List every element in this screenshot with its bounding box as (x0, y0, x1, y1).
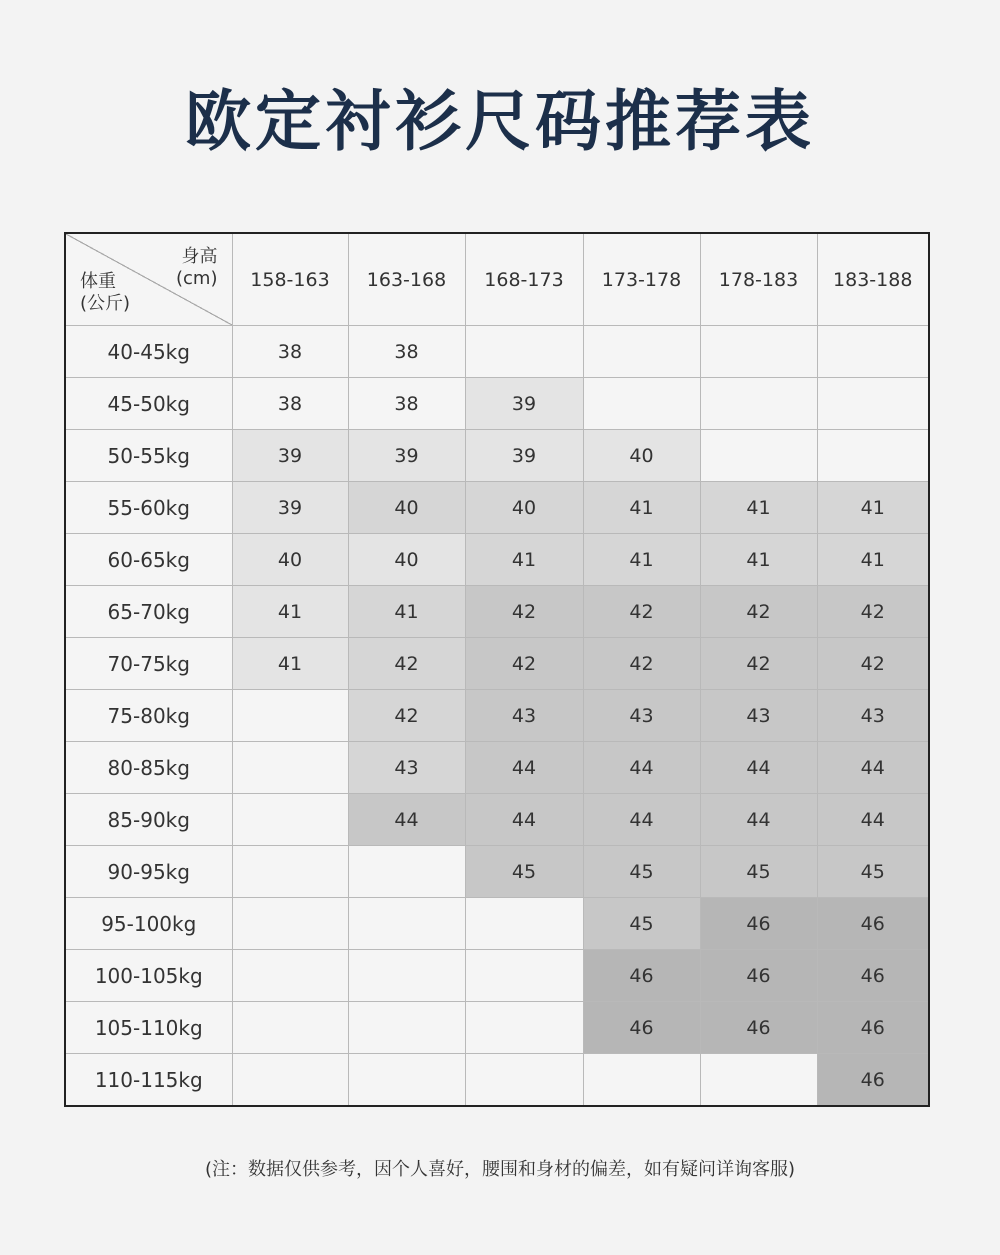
size-cell: 38 (232, 378, 348, 430)
weight-row-label: 105-110kg (65, 1002, 232, 1054)
size-cell: 41 (817, 482, 929, 534)
size-cell: 38 (348, 326, 465, 378)
size-cell: 46 (817, 950, 929, 1002)
size-cell: 45 (700, 846, 817, 898)
table-row (65, 1002, 929, 1054)
size-cell: 41 (583, 482, 700, 534)
size-cell (232, 690, 348, 742)
size-cell: 42 (817, 638, 929, 690)
size-cell: 44 (583, 794, 700, 846)
corner-header-cell (65, 233, 232, 326)
size-cell: 43 (700, 690, 817, 742)
height-header-cell: 158-163 (232, 233, 348, 326)
size-cell (348, 1002, 465, 1054)
weight-row-label: 95-100kg (65, 898, 232, 950)
size-cell: 46 (700, 898, 817, 950)
size-cell: 40 (348, 482, 465, 534)
size-cell (465, 326, 583, 378)
size-cell (465, 950, 583, 1002)
weight-row-label: 110-115kg (65, 1054, 232, 1107)
size-cell: 44 (465, 742, 583, 794)
size-cell: 43 (817, 690, 929, 742)
size-chart-table (64, 232, 930, 1107)
size-cell: 44 (348, 794, 465, 846)
size-cell: 40 (465, 482, 583, 534)
size-cell: 42 (817, 586, 929, 638)
size-cell (232, 950, 348, 1002)
size-cell: 46 (700, 950, 817, 1002)
weight-row-label: 45-50kg (65, 378, 232, 430)
page-title: 欧定衬衫尺码推荐表 (185, 83, 815, 160)
size-cell (348, 1054, 465, 1107)
size-cell: 42 (583, 586, 700, 638)
size-chart-body (65, 233, 929, 1106)
size-cell (465, 898, 583, 950)
size-cell: 42 (348, 638, 465, 690)
size-cell: 46 (700, 1002, 817, 1054)
table-row (65, 690, 929, 742)
size-cell (583, 1054, 700, 1107)
size-cell: 46 (817, 1054, 929, 1107)
size-cell: 45 (583, 898, 700, 950)
height-header-cell: 163-168 (348, 233, 465, 326)
weight-label: 体重 (80, 271, 116, 292)
size-cell (583, 378, 700, 430)
size-cell (817, 378, 929, 430)
size-cell (232, 898, 348, 950)
header-row (65, 233, 929, 326)
size-cell: 42 (465, 586, 583, 638)
size-cell (232, 1054, 348, 1107)
size-cell (700, 326, 817, 378)
weight-row-label: 100-105kg (65, 950, 232, 1002)
size-cell: 43 (583, 690, 700, 742)
size-cell: 38 (348, 378, 465, 430)
height-header-cell: 183-188 (817, 233, 929, 326)
size-cell (465, 1002, 583, 1054)
size-cell: 41 (348, 586, 465, 638)
size-cell (700, 430, 817, 482)
weight-row-label: 90-95kg (65, 846, 232, 898)
size-cell: 38 (232, 326, 348, 378)
size-cell (817, 430, 929, 482)
size-cell (817, 326, 929, 378)
size-cell (465, 1054, 583, 1107)
weight-row-label: 75-80kg (65, 690, 232, 742)
size-cell (700, 378, 817, 430)
weight-row-label: 40-45kg (65, 326, 232, 378)
size-cell: 41 (700, 482, 817, 534)
size-cell: 45 (465, 846, 583, 898)
table-row (65, 742, 929, 794)
size-cell: 41 (583, 534, 700, 586)
size-cell: 46 (583, 950, 700, 1002)
size-cell (348, 898, 465, 950)
size-cell: 43 (348, 742, 465, 794)
weight-row-label: 55-60kg (65, 482, 232, 534)
size-cell: 40 (583, 430, 700, 482)
height-header-cell: 173-178 (583, 233, 700, 326)
size-cell: 39 (465, 378, 583, 430)
size-cell (232, 1002, 348, 1054)
size-cell: 40 (232, 534, 348, 586)
weight-axis-label (80, 271, 130, 315)
height-label: 身高 (181, 246, 218, 267)
size-cell: 46 (583, 1002, 700, 1054)
table-row (65, 430, 929, 482)
weight-row-label: 85-90kg (65, 794, 232, 846)
size-cell: 39 (348, 430, 465, 482)
size-cell: 41 (700, 534, 817, 586)
size-cell: 39 (232, 482, 348, 534)
weight-row-label: 50-55kg (65, 430, 232, 482)
table-row (65, 482, 929, 534)
table-row (65, 794, 929, 846)
weight-row-label: 60-65kg (65, 534, 232, 586)
table-row (65, 1054, 929, 1107)
footnote: (注：数据仅供参考，因个人喜好，腰围和身材的偏差，如有疑问详询客服) (204, 1159, 796, 1180)
size-cell (583, 326, 700, 378)
table-row (65, 898, 929, 950)
table-row (65, 586, 929, 638)
size-cell: 42 (700, 586, 817, 638)
size-cell: 42 (583, 638, 700, 690)
size-cell: 44 (817, 742, 929, 794)
size-cell (232, 742, 348, 794)
size-cell: 41 (232, 586, 348, 638)
size-cell: 46 (817, 1002, 929, 1054)
size-cell: 44 (465, 794, 583, 846)
table-row (65, 638, 929, 690)
height-header-cell: 168-173 (465, 233, 583, 326)
height-header-cell: 178-183 (700, 233, 817, 326)
size-cell: 39 (465, 430, 583, 482)
size-cell: 44 (700, 794, 817, 846)
table-row (65, 846, 929, 898)
size-cell: 41 (232, 638, 348, 690)
table-row (65, 950, 929, 1002)
height-unit: (cm) (176, 268, 218, 289)
size-cell (348, 950, 465, 1002)
size-cell (232, 794, 348, 846)
size-cell (232, 846, 348, 898)
table-row (65, 326, 929, 378)
size-cell: 42 (348, 690, 465, 742)
weight-row-label: 70-75kg (65, 638, 232, 690)
weight-unit: (公斤) (80, 293, 131, 314)
table-row (65, 534, 929, 586)
size-cell: 42 (700, 638, 817, 690)
size-cell: 45 (817, 846, 929, 898)
weight-row-label: 65-70kg (65, 586, 232, 638)
size-cell: 44 (700, 742, 817, 794)
size-cell: 45 (583, 846, 700, 898)
size-cell (700, 1054, 817, 1107)
weight-row-label: 80-85kg (65, 742, 232, 794)
size-cell: 43 (465, 690, 583, 742)
size-cell: 41 (817, 534, 929, 586)
size-cell: 39 (232, 430, 348, 482)
size-cell: 46 (817, 898, 929, 950)
height-axis-label (176, 246, 217, 290)
table-row (65, 378, 929, 430)
size-cell: 44 (817, 794, 929, 846)
size-cell: 40 (348, 534, 465, 586)
size-cell: 41 (465, 534, 583, 586)
size-cell: 44 (583, 742, 700, 794)
size-cell: 42 (465, 638, 583, 690)
size-cell (348, 846, 465, 898)
